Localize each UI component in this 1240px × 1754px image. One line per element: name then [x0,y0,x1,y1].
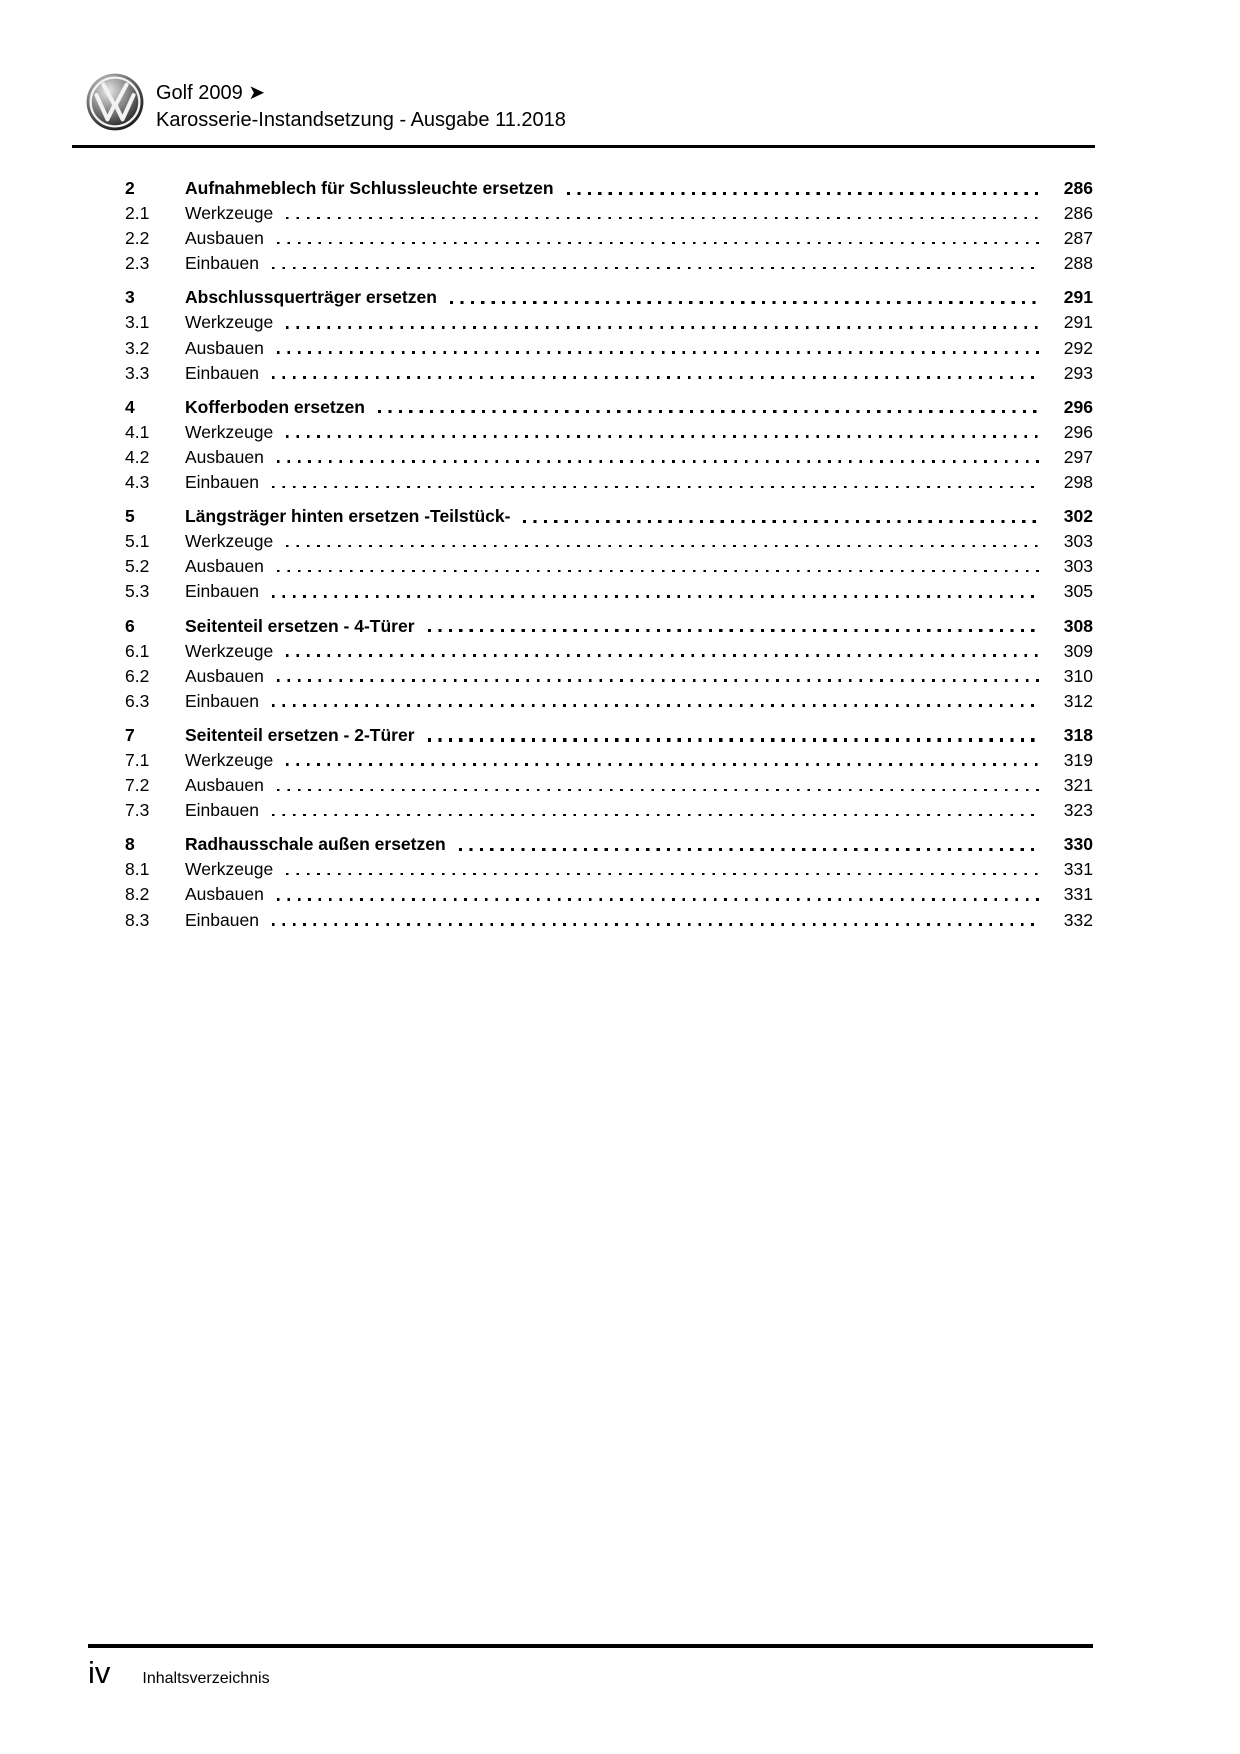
toc-entry-number: 4.3 [125,472,150,493]
toc-entry-number: 3.3 [125,362,150,383]
vw-logo-icon [86,72,144,132]
toc-entry-page: 286 [1063,178,1093,198]
toc-entry-page: 291 [1063,312,1093,333]
toc-entry [125,639,1093,664]
toc-entry-title: Einbauen [185,253,259,274]
toc-entry-page: 291 [1063,287,1093,308]
toc-entry-page: 318 [1063,724,1093,745]
toc-entry-title: Radhausschale außen ersetzen [185,834,446,855]
toc-entry-page: 302 [1063,506,1093,527]
toc-list [125,167,1093,933]
footer-divider [88,1644,1093,1648]
dot-leader [272,376,1039,379]
toc-entry [125,773,1093,798]
toc-entry-number: 8 [125,834,135,855]
toc-entry [125,395,1093,420]
toc-entry [125,689,1093,714]
dot-leader [277,679,1039,682]
toc-entry-number: 6 [125,615,135,636]
dot-leader [277,789,1039,792]
toc-entry-title: Längsträger hinten ersetzen -Teilstück- [185,506,511,527]
toc-entry-title: Ausbauen [185,337,264,358]
toc-entry-page: 292 [1063,337,1093,358]
toc-entry-title: Werkzeuge [185,531,274,552]
toc-entry-number: 8.2 [125,884,150,905]
toc-entry-page: 332 [1063,909,1093,930]
dot-leader [272,486,1039,489]
dot-leader [272,923,1039,926]
toc-entry [125,554,1093,579]
toc-entry-title: Kofferboden ersetzen [185,396,365,417]
toc-entry-number: 7.1 [125,749,150,770]
toc-entry [125,251,1093,276]
toc-entry-number: 3.2 [125,337,150,358]
dot-leader [286,873,1039,876]
header-divider [72,145,1095,148]
toc-entry-title: Werkzeuge [185,640,274,661]
dot-leader [428,738,1039,741]
dot-leader [286,217,1039,220]
dot-leader [286,654,1039,657]
toc-entry-title: Ausbauen [185,556,264,577]
header-titles [156,72,566,134]
toc-entry [125,664,1093,689]
dot-leader [378,410,1039,413]
dot-leader [272,814,1039,817]
toc-entry [125,470,1093,495]
toc-entry-number: 2.2 [125,228,150,249]
dot-leader [459,848,1039,851]
dot-leader [277,460,1039,463]
toc-entry [125,798,1093,823]
document-subtitle: Karosserie-Instandsetzung - Ausgabe 11.2018 [156,109,566,131]
toc-entry-title: Einbauen [185,800,259,821]
toc-entry-number: 8.1 [125,859,150,880]
page-header [86,72,566,134]
toc-entry [125,832,1093,857]
toc-entry-number: 3 [125,287,135,308]
toc-entry-page: 309 [1063,640,1093,661]
toc-entry-number: 6.3 [125,690,150,711]
toc-entry [125,579,1093,604]
toc-entry [125,504,1093,529]
toc-entry-title: Werkzeuge [185,749,274,770]
toc-entry-number: 6.1 [125,640,150,661]
dot-leader [277,570,1039,573]
toc-entry-page: 310 [1063,665,1093,686]
toc-entry-number: 7 [125,724,135,745]
toc-entry-page: 297 [1063,446,1093,467]
toc-entry-number: 3.1 [125,312,150,333]
dot-leader [286,545,1039,548]
dot-leader [277,242,1039,245]
toc-entry-number: 7.3 [125,800,150,821]
toc-entry-title: Ausbauen [185,446,264,467]
toc-entry-title: Werkzeuge [185,203,274,224]
toc-entry-number: 2 [125,178,135,198]
toc-entry-title: Einbauen [185,362,259,383]
toc-entry [125,285,1093,310]
toc-entry-page: 303 [1063,531,1093,552]
dot-leader [272,595,1039,598]
toc-entry-title: Einbauen [185,690,259,711]
toc-entry-page: 288 [1063,253,1093,274]
toc-entry-number: 8.3 [125,909,150,930]
toc-entry-number: 4 [125,396,135,417]
toc-entry-title: Werkzeuge [185,421,274,442]
toc-entry-page: 303 [1063,556,1093,577]
toc-entry-number: 4.2 [125,446,150,467]
dot-leader [277,351,1039,354]
toc-entry-page: 319 [1063,749,1093,770]
toc-entry [125,445,1093,470]
dot-leader [523,520,1039,523]
folio-page-number: iv [88,1655,111,1690]
toc-entry [125,310,1093,335]
toc-entry-page: 312 [1063,690,1093,711]
toc-entry-number: 5.2 [125,556,150,577]
dot-leader [277,898,1039,901]
toc-entry-number: 6.2 [125,665,150,686]
dot-leader [272,267,1039,270]
toc-entry-page: 287 [1063,228,1093,249]
toc-entry-title: Abschlussquerträger ersetzen [185,287,437,308]
dot-leader [567,192,1039,195]
toc-entry-title: Einbauen [185,581,259,602]
toc-entry-title: Einbauen [185,472,259,493]
toc-entry-title: Seitenteil ersetzen - 2-Türer [185,724,415,745]
toc-entry-number: 2.1 [125,203,150,224]
toc-entry [125,857,1093,882]
toc-entry-number: 5.1 [125,531,150,552]
dot-leader [286,435,1039,438]
toc-entry [125,723,1093,748]
dot-leader [286,763,1039,766]
toc-entry [125,529,1093,554]
toc-entry-number: 4.1 [125,421,150,442]
toc-entry [125,226,1093,251]
toc-entry [125,201,1093,226]
toc-entry-title: Seitenteil ersetzen - 4-Türer [185,615,415,636]
toc-entry-title: Werkzeuge [185,859,274,880]
toc-entry-number: 5 [125,506,135,527]
toc-entry-page: 305 [1063,581,1093,602]
page-footer [88,1655,270,1691]
dot-leader [286,326,1039,329]
toc-entry-page: 331 [1063,859,1093,880]
toc-entry-title: Aufnahmeblech für Schlussleuchte ersetzen [185,178,554,198]
model-title: Golf 2009 ➤ [156,82,266,104]
toc-entry [125,336,1093,361]
dot-leader [428,629,1039,632]
toc-entry-page: 308 [1063,615,1093,636]
toc-entry-page: 331 [1063,884,1093,905]
toc-entry-page: 296 [1063,396,1093,417]
dot-leader [450,301,1039,304]
toc-entry-number: 2.3 [125,253,150,274]
toc-entry-page: 286 [1063,203,1093,224]
toc-entry-title: Ausbauen [185,228,264,249]
toc-entry [125,361,1093,386]
toc-entry [125,420,1093,445]
toc-entry-title: Ausbauen [185,665,264,686]
toc-entry-title: Einbauen [185,909,259,930]
toc-entry-page: 293 [1063,362,1093,383]
footer-section-label: Inhaltsverzeichnis [142,1670,270,1687]
toc-entry [125,908,1093,933]
toc-entry-title: Ausbauen [185,884,264,905]
toc-entry [125,748,1093,773]
toc-entry-page: 323 [1063,800,1093,821]
toc-entry [125,882,1093,907]
toc-entry-page: 330 [1063,834,1093,855]
toc-entry-page: 321 [1063,775,1093,796]
toc-entry [125,176,1093,201]
toc-entry-page: 298 [1063,472,1093,493]
dot-leader [272,704,1039,707]
toc-entry-title: Werkzeuge [185,312,274,333]
toc-entry-number: 7.2 [125,775,150,796]
toc-entry-number: 5.3 [125,581,150,602]
toc-entry-title: Ausbauen [185,775,264,796]
toc-entry-page: 296 [1063,421,1093,442]
toc-entry [125,614,1093,639]
